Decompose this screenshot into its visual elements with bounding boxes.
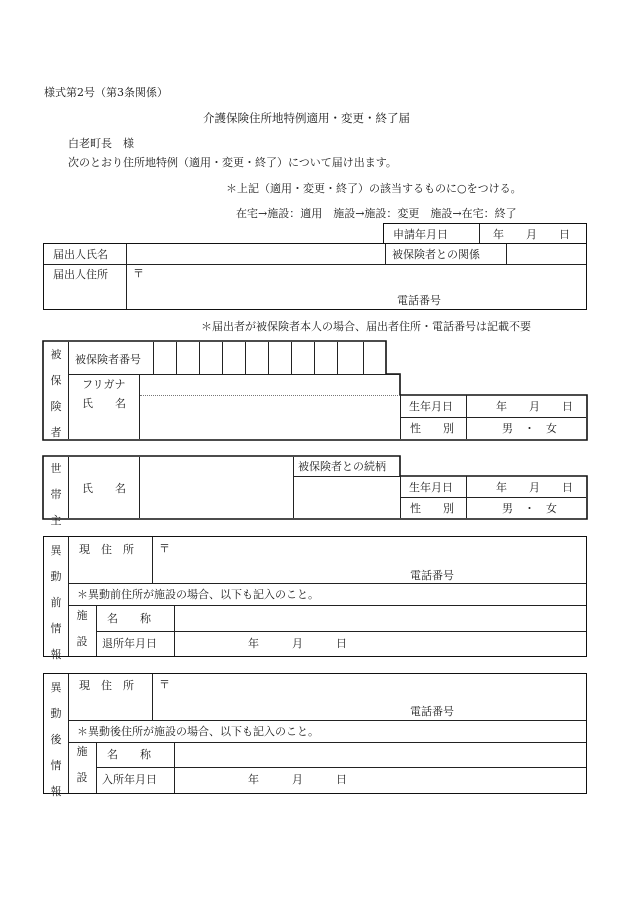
intro-text: 次のとおり住所地特例（適用・変更・終了）について届け出ます。 [68, 156, 397, 169]
after-facility-label: 施 設 [76, 745, 88, 784]
before-address-field[interactable] [172, 539, 584, 581]
before-phone-label: 電話番号 [410, 569, 454, 582]
insured-side-label: 被 保 険 者 [50, 348, 62, 439]
form-number: 様式第2号（第3条関係） [44, 86, 168, 99]
householder-relation-field[interactable] [296, 478, 398, 517]
before-facility-label: 施 設 [76, 609, 88, 648]
after-address-label: 現 住 所 [79, 679, 134, 692]
householder-relation-label: 被保険者との続柄 [298, 460, 386, 473]
after-admission-date-label: 入所年月日 [102, 773, 157, 786]
after-note: ＊異動後住所が施設の場合、以下も記入のこと。 [77, 725, 319, 738]
insured-sex-label: 性 別 [410, 422, 454, 435]
householder-name-label: 氏 名 [82, 482, 126, 495]
applicant-name-label: 届出人氏名 [53, 248, 108, 261]
insured-name-label: 氏 名 [82, 397, 126, 410]
householder-sex-field[interactable]: 男 ・ 女 [502, 502, 557, 515]
application-date-label: 申請年月日 [393, 228, 448, 241]
before-move-side-label: 異 動 前 情 報 [50, 544, 62, 661]
legend-text: 在宅→施設：適用 施設→施設：変更 施設→在宅：終了 [236, 207, 517, 220]
applicant-relation-label: 被保険者との関係 [392, 248, 480, 261]
before-postal-mark: 〒 [159, 542, 170, 555]
form-title: 介護保険住所地特例適用・変更・終了届 [203, 111, 410, 125]
householder-birth-label: 生年月日 [409, 481, 453, 494]
after-phone-label: 電話番号 [410, 705, 454, 718]
addressee: 白老町長 様 [68, 137, 134, 150]
postal-mark: 〒 [133, 267, 144, 280]
before-note: ＊異動前住所が施設の場合、以下も記入のこと。 [77, 588, 319, 601]
after-admission-date-field[interactable]: 年 月 日 [248, 773, 347, 786]
insured-birth-field[interactable]: 年 月 日 [496, 400, 573, 413]
application-date-field[interactable]: 年 月 日 [493, 228, 570, 241]
before-facility-name-field[interactable] [176, 607, 584, 629]
householder-birth-field[interactable]: 年 月 日 [496, 481, 573, 494]
householder-sex-label: 性 別 [410, 502, 454, 515]
insured-sex-field[interactable]: 男 ・ 女 [502, 422, 557, 435]
applicant-phone-label: 電話番号 [397, 294, 441, 307]
furigana-label: フリガナ [82, 378, 126, 391]
before-discharge-date-field[interactable]: 年 月 日 [248, 637, 347, 650]
after-facility-name-label: 名 称 [107, 748, 151, 761]
insured-birth-label: 生年月日 [409, 400, 453, 413]
applicant-address-label: 届出人住所 [53, 268, 108, 281]
applicant-note: ＊届出者が被保険者本人の場合、届出者住所・電話番号は記載不要 [201, 320, 531, 333]
householder-name-field[interactable] [142, 459, 291, 517]
before-facility-name-label: 名 称 [107, 612, 151, 625]
after-facility-name-field[interactable] [176, 744, 584, 765]
insured-number-label: 被保険者番号 [75, 353, 141, 366]
householder-side-label: 世 帯 主 [50, 462, 62, 527]
after-postal-mark: 〒 [159, 678, 170, 691]
before-discharge-date-label: 退所年月日 [102, 637, 157, 650]
after-move-side-label: 異 動 後 情 報 [50, 681, 62, 798]
before-address-label: 現 住 所 [79, 543, 134, 556]
after-address-field[interactable] [172, 676, 584, 718]
instruction-text: ＊上記（適用・変更・終了）の該当するものに○をつける。 [226, 182, 522, 195]
